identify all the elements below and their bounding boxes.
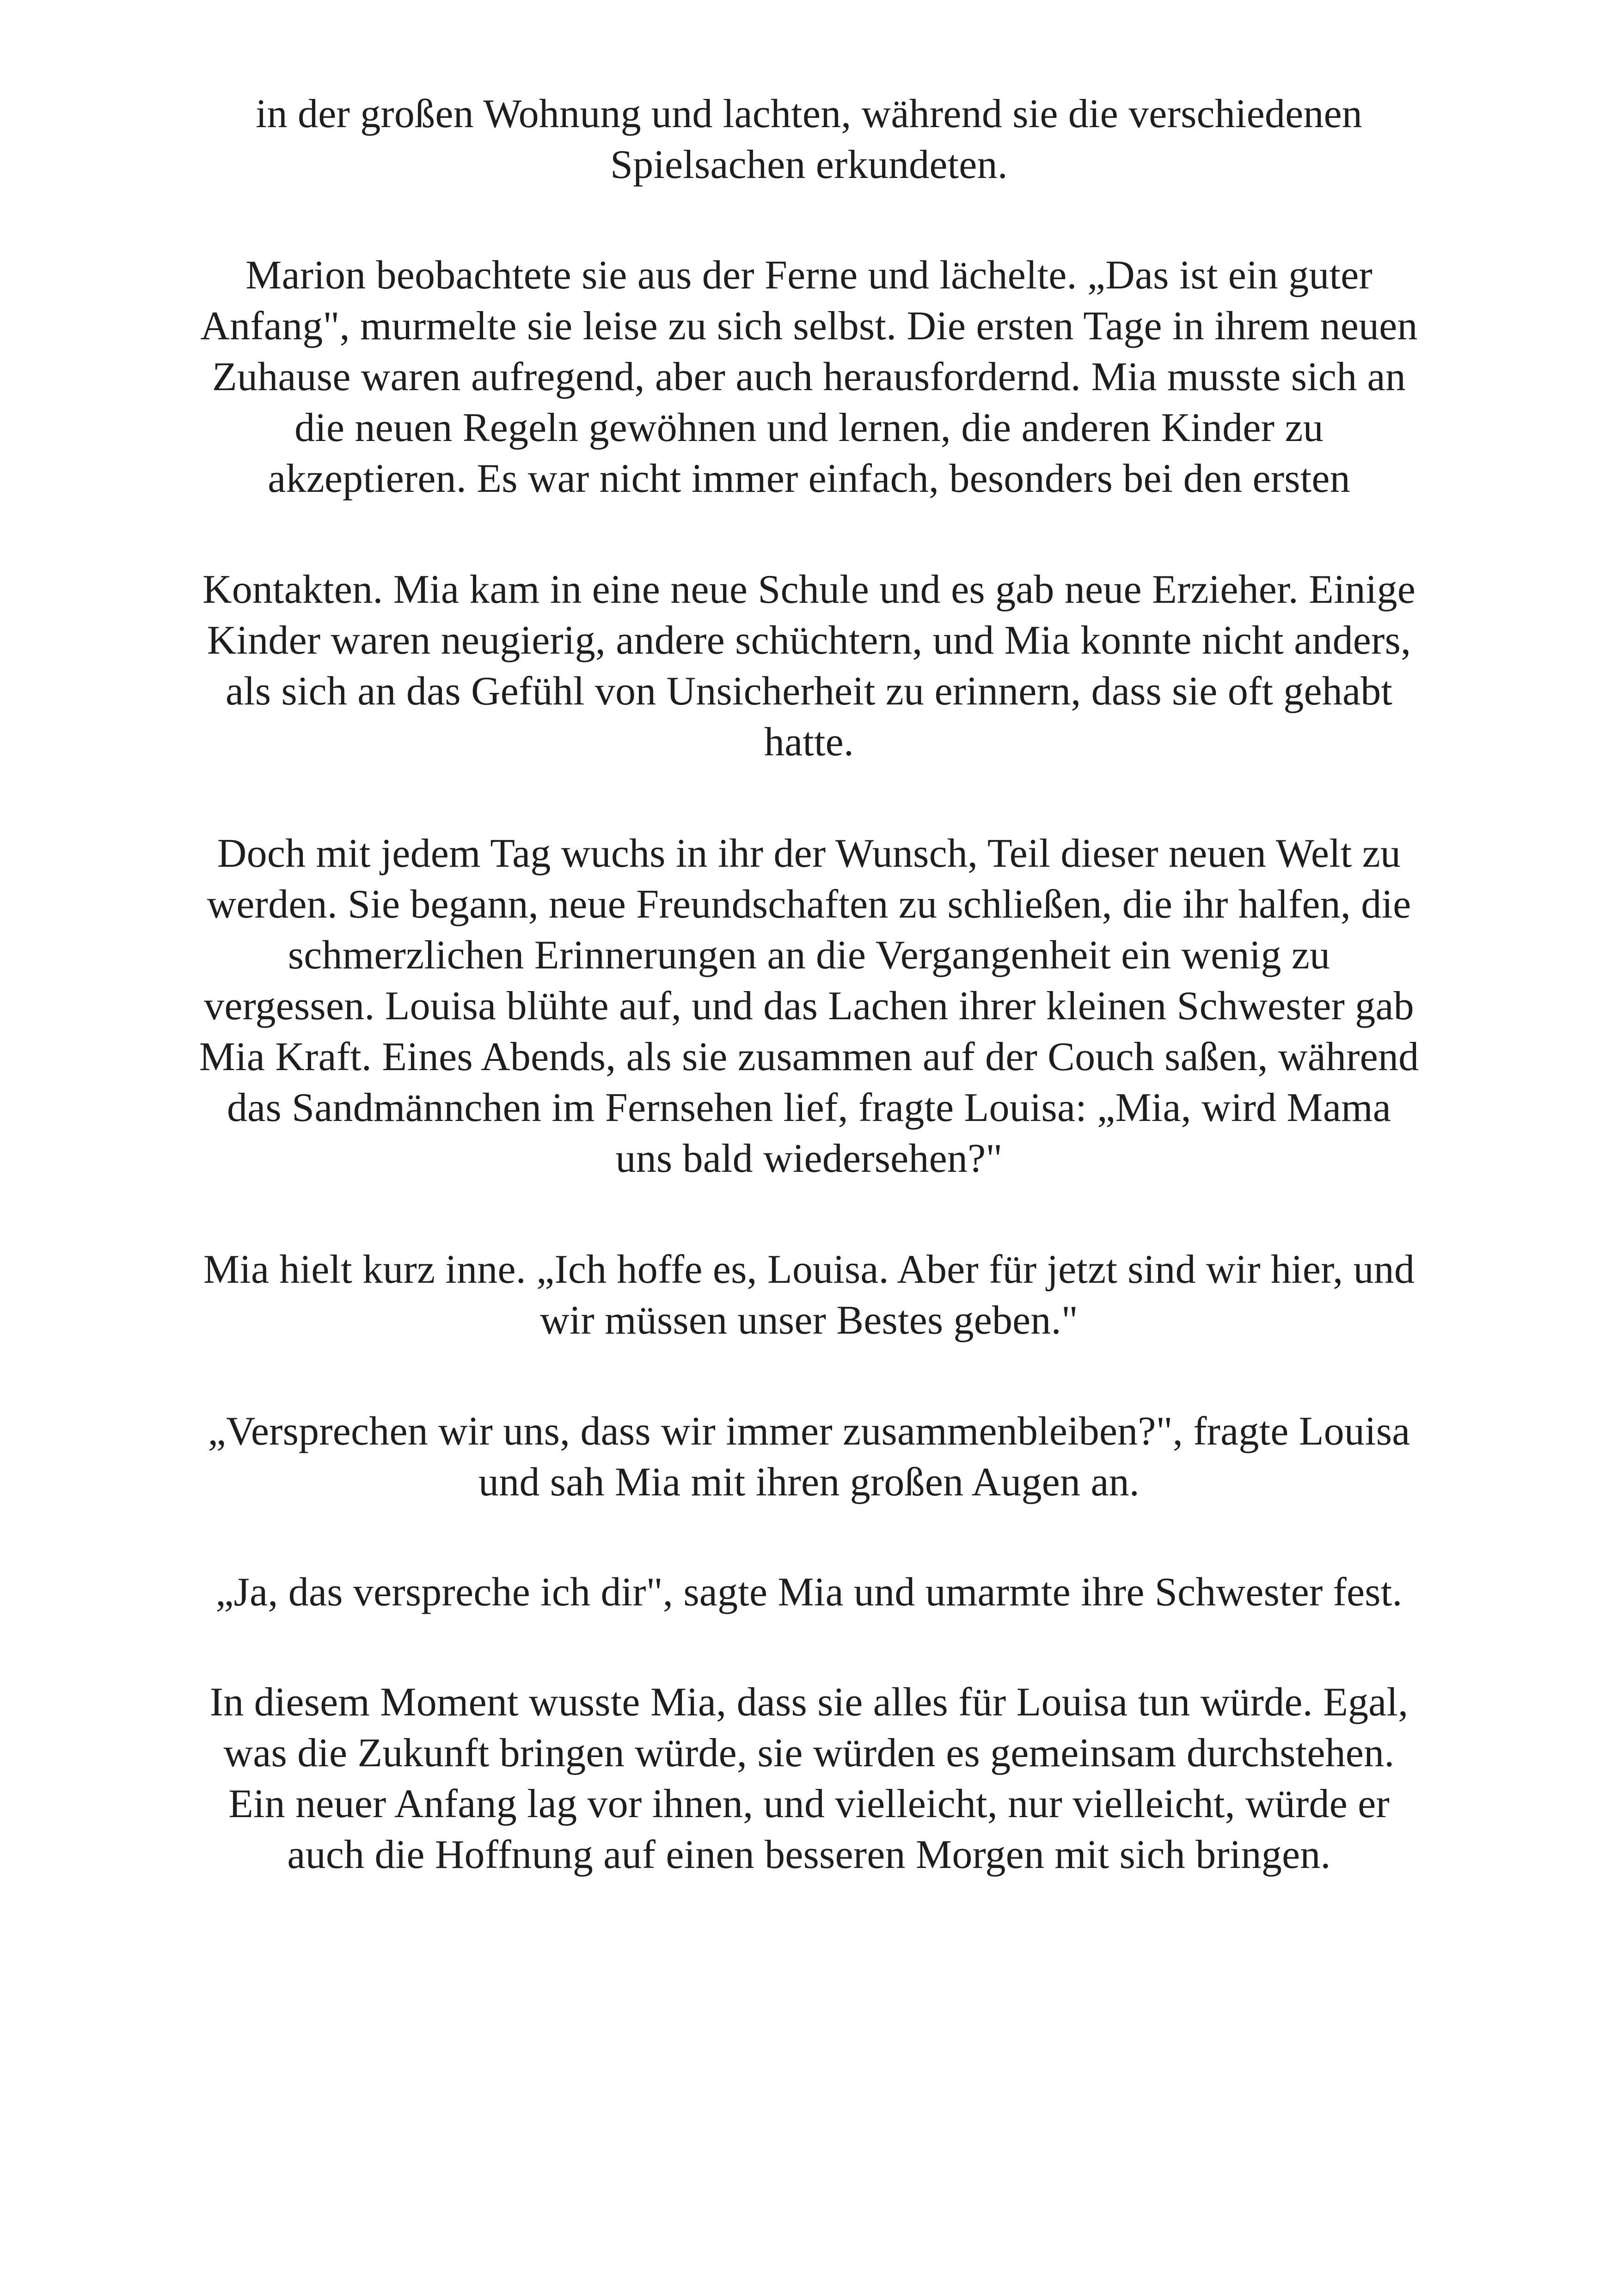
text-line: Spielsachen erkundeten. xyxy=(610,142,1008,187)
text-line: Ein neuer Anfang lag vor ihnen, und vielleicht, nur vielleicht, würde er xyxy=(228,1782,1390,1826)
text-line: auch die Hoffnung auf einen besseren Morgen mit sich bringen. xyxy=(287,1832,1331,1877)
text-line: Mia Kraft. Eines Abends, als sie zusammen auf der Couch saßen, während xyxy=(199,1035,1419,1079)
text-line: In diesem Moment wusste Mia, dass sie alles für Louisa tun würde. Egal, xyxy=(209,1680,1409,1725)
text-line: Zuhause waren aufregend, aber auch herausfordernd. Mia musste sich an xyxy=(212,355,1406,399)
text-line: schmerzlichen Erinnerungen an die Vergangenheit ein wenig zu xyxy=(288,933,1330,978)
text-line: vergessen. Louisa blühte auf, und das Lachen ihrer kleinen Schwester gab xyxy=(204,984,1414,1029)
text-line: in der großen Wohnung und lachten, während sie die verschiedenen xyxy=(256,92,1362,136)
text-line: hatte. xyxy=(764,720,854,765)
text-line: die neuen Regeln gewöhnen und lernen, die anderen Kinder zu xyxy=(294,405,1324,450)
text-line: uns bald wiedersehen?" xyxy=(615,1136,1003,1181)
text-line: das Sandmännchen im Fernsehen lief, fragte Louisa: „Mia, wird Mama xyxy=(227,1085,1391,1130)
text-line: was die Zukunft bringen würde, sie würden es gemeinsam durchstehen. xyxy=(223,1731,1395,1776)
text-line: Doch mit jedem Tag wuchs in ihr der Wunsch, Teil dieser neuen Welt zu xyxy=(217,831,1401,876)
text-line: Kinder waren neugierig, andere schüchtern, und Mia konnte nicht anders, xyxy=(207,618,1411,663)
text-line: Kontakten. Mia kam in eine neue Schule und es gab neue Erzieher. Einige xyxy=(202,567,1416,612)
text-line: als sich an das Gefühl von Unsicherheit zu erinnern, dass sie oft gehabt xyxy=(225,669,1393,714)
text-line: Anfang", murmelte sie leise zu sich selbst. Die ersten Tage in ihrem neuen xyxy=(200,304,1418,349)
text-line: „Ja, das verspreche ich dir", sagte Mia und umarmte ihre Schwester fest. xyxy=(215,1570,1403,1615)
text-line: und sah Mia mit ihren großen Augen an. xyxy=(478,1460,1140,1505)
text-line: Marion beobachtete sie aus der Ferne und lächelte. „Das ist ein guter xyxy=(245,253,1373,298)
text-line: akzeptieren. Es war nicht immer einfach, besonders bei den ersten xyxy=(268,456,1350,501)
text-line: „Versprechen wir uns, dass wir immer zusammenbleiben?", fragte Louisa xyxy=(208,1409,1410,1454)
text-line: Mia hielt kurz inne. „Ich hoffe es, Louisa. Aber für jetzt sind wir hier, und xyxy=(203,1247,1415,1292)
text-line: wir müssen unser Bestes geben." xyxy=(540,1298,1078,1343)
text-line: werden. Sie begann, neue Freundschaften zu schließen, die ihr halfen, die xyxy=(207,882,1411,927)
